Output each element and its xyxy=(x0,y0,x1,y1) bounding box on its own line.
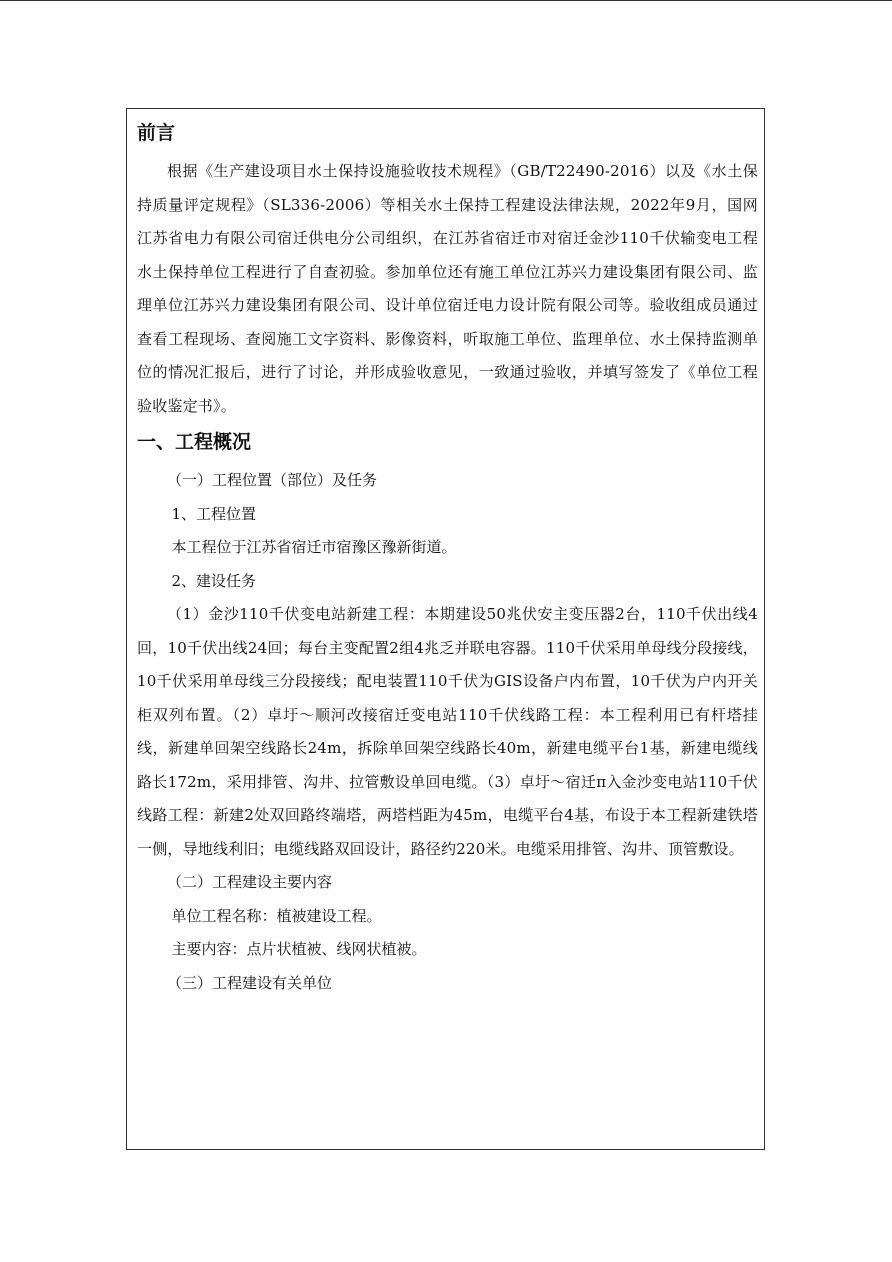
task-heading: 2、建设任务 xyxy=(171,571,257,590)
unit-project-name: 单位工程名称：植被建设工程。 xyxy=(171,906,382,925)
task-text: （1）金沙110千伏变电站新建工程：本期建设50兆伏安主变压器2台，110千伏出线4回，10千伏出线24回；每台主变配置2组4兆乏并联电容器。110千伏采用单母线分段接线，10千伏采用单母线三分段接线；配电装置110千伏为GIS设备户内布置，10千伏为户内开关柜双列布置。（2）卓圩～顺河改接宿迁变电站110千伏线路工程：本工程利用已有杆塔挂线，新建单回架空线路长24m，拆除单回架空线路长40m，新建电缆平台1基，新建电缆线路长172m，采用排管、沟井、拉管敷设单回电缆。（3）卓圩～宿迁π入金沙变电站110千伏线路工程：新建2处双回路终端塔，两塔档距为45m，电缆平台4基，布设于本工程新建铁塔一侧，导地线利旧；电缆线路双回设计，路径约220米。电缆采用排管、沟井、顶管敷设。 xyxy=(137,605,758,858)
location-text: 本工程位于江苏省宿迁市宿豫区豫新街道。 xyxy=(171,538,457,556)
document-content xyxy=(137,119,758,1000)
section-location-task-title: （一）工程位置（部位）及任务 xyxy=(167,471,378,489)
preface-title: 前言 xyxy=(137,122,176,144)
section-main-content-title: （二）工程建设主要内容 xyxy=(167,873,333,891)
overview-title: 一、工程概况 xyxy=(137,431,252,453)
preface-paragraph: 根据《生产建设项目水土保持设施验收技术规程》（GB/T22490-2016）以及《水土保持质量评定规程》（SL336-2006）等相关水土保持工程建设法律法规，2022年9月，国网江苏省电力有限公司宿迁供电分公司组织，在江苏省宿迁市对宿迁金沙110千伏输变电工程水土保持单位工程进行了自查初验。参加单位还有施工单位江苏兴力建设集团有限公司、监理单位江苏兴力建设集团有限公司、设计单位宿迁电力设计院有限公司等。验收组成员通过查看工程现场、查阅施工文字资料、影像资料，听取施工单位、监理单位、水土保持监测单位的情况汇报后，进行了讨论，并形成验收意见，一致通过验收，并填写签发了《单位工程验收鉴定书》。 xyxy=(137,162,758,415)
section-related-units-title: （三）工程建设有关单位 xyxy=(167,973,333,992)
location-heading: 1、工程位置 xyxy=(171,504,257,523)
document-frame xyxy=(126,108,765,1150)
page-top-rule xyxy=(0,0,892,1)
main-content-text: 主要内容：点片状植被、线网状植被。 xyxy=(171,940,427,958)
